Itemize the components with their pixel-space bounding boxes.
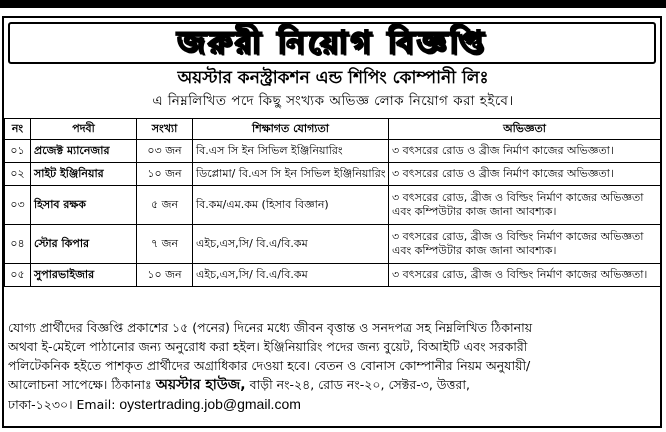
instructions-line: যোগ্য প্রার্থীদের বিজ্ঞপ্তি প্রকাশের ১৫ (পনের) দিনের মধ্যে জীবন বৃত্তান্ত ও সনদপত্র সহ নিম্নলিখিত ঠিকানায় [8, 320, 533, 335]
intro-text: এ নিম্নলিখিত পদে কিছু সংখ্যক অভিজ্ঞ লোক নিয়োগ করা হইবে। [152, 93, 514, 109]
row-education: বি.কম/এম.কম (হিসাব বিজ্ঞান) [193, 186, 389, 225]
row-count: ০৩ জন [137, 140, 193, 163]
table-header-row [5, 119, 661, 140]
address-house-name: অয়স্টার হাউজ, [155, 377, 246, 393]
table-row [5, 225, 661, 264]
address-details: বাড়ী নং-২৪, রোড নং-২০, সেক্টর-৩, উত্তরা, [249, 377, 470, 392]
row-experience: ৩ বৎসরের রোড, ব্রীজ ও বিল্ডিং নির্মাণ কাজের অভিজ্ঞতা এবং কম্পিউটার কাজ জানা আবশ্যক। [389, 225, 661, 264]
row-position: প্রজেক্ট ম্যানেজার [31, 140, 137, 163]
row-number: ০৩ [5, 186, 31, 225]
row-experience: ৩ বৎসরের রোড ও ব্রীজ নির্মাণ কাজের অভিজ্ঞতা। [389, 163, 661, 186]
table-row [5, 140, 661, 163]
row-count: ৫ জন [137, 186, 193, 225]
row-education: এইচ,এস,সি/ বি.এ/বি.কম [193, 264, 389, 287]
instructions-line: পলিটেকনিক হইতে পাশকৃত প্রার্থীদের অগ্রাধিকার দেওয়া হবে। বেতন ও বোনাস কোম্পানীর নিয়ম অনুযায়ী/ [8, 358, 531, 373]
row-education: এইচ,এস,সি/ বি.এ/বি.কম [193, 225, 389, 264]
row-number: ০১ [5, 140, 31, 163]
top-border-bar [0, 0, 666, 8]
email-address[interactable]: oystertrading.job@gmail.com [119, 396, 301, 412]
row-number: ০৪ [5, 225, 31, 264]
col-header-no: নং [5, 119, 31, 140]
email-line [8, 395, 658, 414]
table-row [5, 163, 661, 186]
table-row [5, 186, 661, 225]
col-header-experience: অভিজ্ঞতা [389, 119, 661, 140]
row-number: ০৫ [5, 264, 31, 287]
row-position: সুপারভাইজার [31, 264, 137, 287]
row-education: বি.এস সি ইন সিভিল ইঞ্জিনিয়ারিং [193, 140, 389, 163]
application-instructions [8, 318, 658, 414]
col-header-education: শিক্ষাগত যোগ্যতা [193, 119, 389, 140]
address-label: আলোচনা সাপেক্ষে। ঠিকানাঃ [8, 377, 152, 392]
vacancy-table [4, 118, 661, 287]
row-position: সাইট ইঞ্জিনিয়ার [31, 163, 137, 186]
row-count: ১০ জন [137, 264, 193, 287]
table-row [5, 264, 661, 287]
row-experience: ৩ বৎসরের রোড, ব্রীজ ও বিল্ডিং নির্মাণ কাজের অভিজ্ঞতা এবং কম্পিউটার কাজ জানা আবশ্যক। [389, 186, 661, 225]
company-name: অয়স্টার কনস্ট্রাকশন এন্ড শিপিং কোম্পানী লিঃ [177, 68, 489, 88]
row-experience: ৩ বৎসরের রোড ও ব্রীজ নির্মাণ কাজের অভিজ্ঞতা। [389, 140, 661, 163]
instructions-line: অথবা ই-মেইলে পাঠানোর জন্য অনুরোধ করা হইল। ইঞ্জিনিয়ারিং পদের জন্য বুয়েট, বিআইটি এবং সরকারী [8, 339, 528, 354]
row-count: ১০ জন [137, 163, 193, 186]
row-education: ডিপ্লোমা/ বি.এস সি ইন সিভিল ইঞ্জিনিয়ারিং [193, 163, 389, 186]
col-header-title: পদবী [31, 119, 137, 140]
row-experience: ৩ বৎসরের রোড, ব্রীজ ও বিল্ডিং নির্মাণ কাজের অভিজ্ঞতা। [389, 264, 661, 287]
row-number: ০২ [5, 163, 31, 186]
headline-banner [8, 22, 656, 64]
row-position: স্টোর কিপার [31, 225, 137, 264]
address-line [8, 375, 658, 395]
row-count: ৭ জন [137, 225, 193, 264]
col-header-count: সংখ্যা [137, 119, 193, 140]
row-position: হিসাব রক্ষক [31, 186, 137, 225]
city-and-email-label: ঢাকা-১২৩০। Email: [8, 397, 116, 412]
headline-title: জরুরী নিয়োগ বিজ্ঞপ্তি [177, 25, 487, 61]
